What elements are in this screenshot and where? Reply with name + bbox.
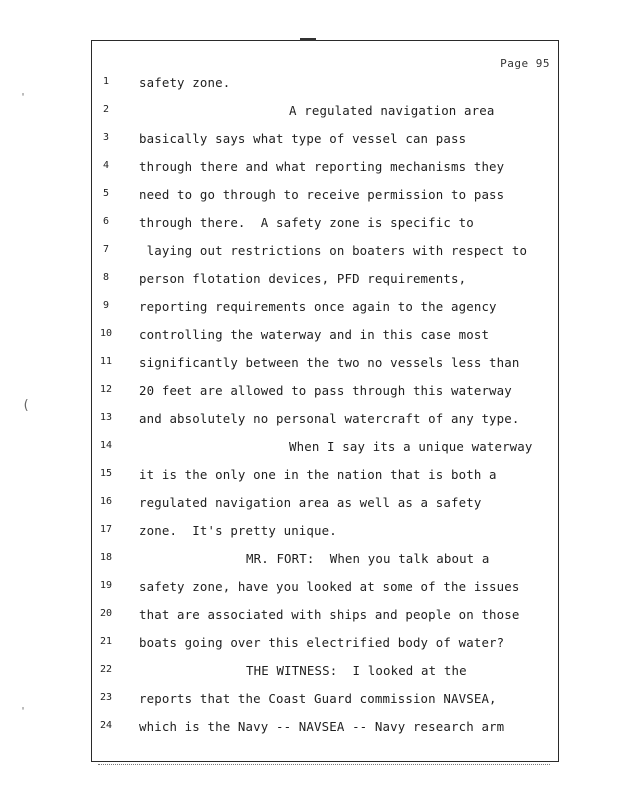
transcript-line xyxy=(0,240,618,268)
page-footer-rule xyxy=(98,764,550,769)
margin-mark: ' xyxy=(20,92,27,103)
margin-mark: ' xyxy=(20,706,27,717)
transcript-line xyxy=(0,296,618,324)
line-number: 12 xyxy=(99,384,113,395)
line-text: zone. It's pretty unique. xyxy=(139,523,337,538)
line-text: basically says what type of vessel can pass xyxy=(139,131,467,146)
line-text: MR. FORT: When you talk about a xyxy=(246,551,490,566)
transcript-line xyxy=(0,156,618,184)
line-number: 3 xyxy=(102,132,110,143)
line-number: 5 xyxy=(102,188,110,199)
transcript-line xyxy=(0,492,618,520)
transcript-line xyxy=(0,380,618,408)
line-number: 15 xyxy=(99,468,113,479)
line-text: which is the Navy -- NAVSEA -- Navy research arm xyxy=(139,719,505,734)
line-number: 4 xyxy=(102,160,110,171)
line-text: When I say its a unique waterway xyxy=(289,439,533,454)
transcript-line xyxy=(0,212,618,240)
transcript-line xyxy=(0,604,618,632)
line-text: that are associated with ships and people on those xyxy=(139,607,520,622)
line-number: 7 xyxy=(102,244,110,255)
margin-mark: ( xyxy=(22,398,30,413)
transcript-line xyxy=(0,436,618,464)
line-text: and absolutely no personal watercraft of any type. xyxy=(139,411,520,426)
line-text: significantly between the two no vessels less than xyxy=(139,355,520,370)
line-text: person flotation devices, PFD requirements, xyxy=(139,271,467,286)
transcript-line xyxy=(0,520,618,548)
line-number: 14 xyxy=(99,440,113,451)
line-number: 13 xyxy=(99,412,113,423)
transcript-line xyxy=(0,128,618,156)
line-text: A regulated navigation area xyxy=(289,103,495,118)
line-number: 10 xyxy=(99,328,113,339)
line-number: 16 xyxy=(99,496,113,507)
line-text: reporting requirements once again to the agency xyxy=(139,299,497,314)
line-text: 20 feet are allowed to pass through this waterway xyxy=(139,383,512,398)
transcript-line xyxy=(0,268,618,296)
line-number: 20 xyxy=(99,608,113,619)
transcript-line xyxy=(0,72,618,100)
transcript-line xyxy=(0,464,618,492)
transcript-line xyxy=(0,576,618,604)
line-text: it is the only one in the nation that is both a xyxy=(139,467,497,482)
line-text: need to go through to receive permission to pass xyxy=(139,187,505,202)
transcript-line xyxy=(0,324,618,352)
line-number: 11 xyxy=(99,356,113,367)
line-text: safety zone. xyxy=(139,75,231,90)
transcript-line xyxy=(0,688,618,716)
line-text: through there. A safety zone is specific to xyxy=(139,215,474,230)
transcript-line xyxy=(0,184,618,212)
transcript-line xyxy=(0,100,618,128)
line-number: 2 xyxy=(102,104,110,115)
page-number: Page 95 xyxy=(500,57,550,70)
line-number: 19 xyxy=(99,580,113,591)
line-text: safety zone, have you looked at some of the issues xyxy=(139,579,520,594)
line-number: 22 xyxy=(99,664,113,675)
transcript-line xyxy=(0,548,618,576)
transcript-line xyxy=(0,352,618,380)
transcript-line xyxy=(0,660,618,688)
line-text: through there and what reporting mechanisms they xyxy=(139,159,505,174)
line-number: 6 xyxy=(102,216,110,227)
line-text: THE WITNESS: I looked at the xyxy=(246,663,467,678)
line-number: 9 xyxy=(102,300,110,311)
line-number: 24 xyxy=(99,720,113,731)
line-text: laying out restrictions on boaters with respect to xyxy=(139,243,528,258)
line-text: boats going over this electrified body of water? xyxy=(139,635,505,650)
line-number: 8 xyxy=(102,272,110,283)
line-text: controlling the waterway and in this case most xyxy=(139,327,490,342)
line-number: 18 xyxy=(99,552,113,563)
page-top-mark xyxy=(300,38,316,41)
line-number: 17 xyxy=(99,524,113,535)
line-number: 1 xyxy=(102,76,110,87)
transcript-line xyxy=(0,408,618,436)
transcript-line xyxy=(0,716,618,744)
transcript-line xyxy=(0,632,618,660)
line-number: 21 xyxy=(99,636,113,647)
line-text: regulated navigation area as well as a safety xyxy=(139,495,482,510)
line-text: reports that the Coast Guard commission NAVSEA, xyxy=(139,691,497,706)
line-number: 23 xyxy=(99,692,113,703)
